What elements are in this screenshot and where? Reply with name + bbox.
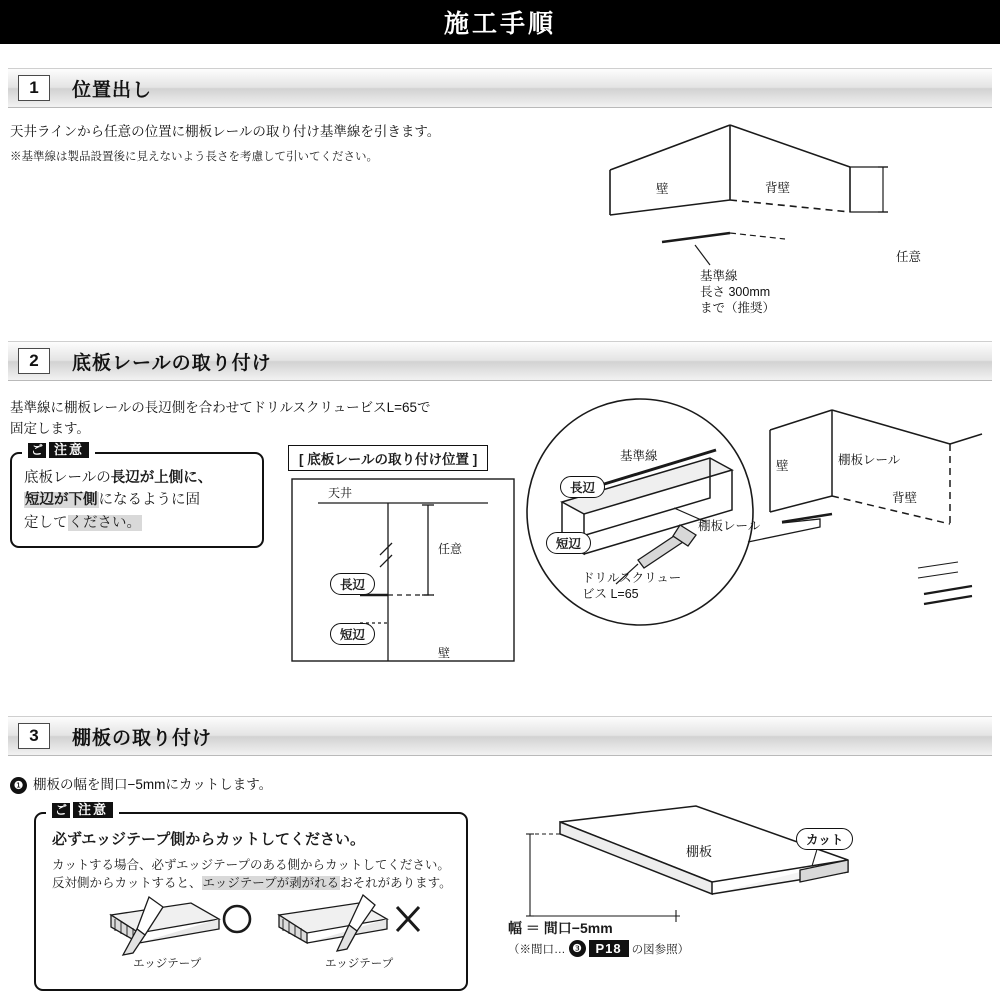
label-shelf-rail-right: 棚板レール <box>838 453 901 467</box>
label-wall-detail: 壁 <box>776 459 789 473</box>
caution2-line3a: 定して <box>24 514 68 531</box>
label-any-2: 任意 <box>438 542 463 556</box>
label-back-wall-detail: 背壁 <box>892 491 918 505</box>
step3-diagram <box>500 790 900 975</box>
label-ref-pre: （※間口… <box>508 943 566 956</box>
step-number-2: 2 <box>18 348 50 374</box>
page-title: 施工手順 <box>443 10 556 38</box>
step2-body-line2: 固定します。 <box>10 420 90 436</box>
step1-diagram <box>600 105 990 335</box>
step3-caution-headline: 必ずエッジテープ側からカットしてください。 <box>52 831 366 848</box>
label-cut: カット <box>796 828 853 850</box>
step1-body: 天井ラインから任意の位置に棚板レールの取り付け基準線を引きます。 <box>10 124 441 139</box>
step3-caution-line2b: エッジテープが剥がれる <box>202 876 340 890</box>
label-any: 任意 <box>896 250 922 264</box>
label-ref-page[interactable]: P18 <box>589 940 629 957</box>
document-title-bar <box>0 0 1000 44</box>
step3-caution-box <box>34 802 468 991</box>
caution-tag-word-3: 注意 <box>73 802 113 818</box>
cut-direction-illustrations <box>41 893 461 971</box>
step-title-1: 位置出し <box>72 79 153 101</box>
label-long-side-detail: 長辺 <box>560 476 605 498</box>
label-edge-tape-ng: エッジテープ <box>325 958 394 970</box>
label-shelf-board: 棚板 <box>686 844 713 859</box>
step1-note: ※基準線は製品設置後に見えないよう長さを考慮して引いてください。 <box>10 150 378 163</box>
caution-tag-go-3: ご <box>52 803 70 818</box>
label-short-side-panel: 短辺 <box>330 623 375 645</box>
step3-caution-line2c: おそれがあります。 <box>340 876 452 890</box>
label-ceiling: 天井 <box>328 486 353 500</box>
step-header-2 <box>8 341 992 381</box>
label-ref-post: の図参照） <box>631 943 690 956</box>
caution2-line2b: になるように固 <box>98 492 200 509</box>
step3-item-number: ❶ <box>10 777 27 794</box>
caution-tag-go-2: ご <box>28 443 46 458</box>
step3-item-text: 棚板の幅を間口−5mmにカットします。 <box>33 777 273 792</box>
caution2-line1b: 長辺が上側に、 <box>110 470 213 486</box>
label-wall-2: 壁 <box>438 646 451 660</box>
label-width-equation: 幅 ＝ 間口−5mm <box>508 920 613 936</box>
step-header-1 <box>8 68 992 108</box>
caution-tag-word-2: 注意 <box>49 442 89 458</box>
step-title-3: 棚板の取り付け <box>72 727 213 749</box>
label-ref-circ: ❸ <box>569 940 586 957</box>
caution2-line1a: 底板レールの <box>24 470 111 486</box>
step2-detail-diagram <box>520 392 990 677</box>
label-shelf-rail-detail: 棚板レール <box>698 519 761 533</box>
caution-tag-3 <box>46 802 119 818</box>
label-back-wall: 背壁 <box>765 181 791 195</box>
caution2-line3b: ください。 <box>68 514 141 531</box>
label-long-side-panel: 長辺 <box>330 573 375 595</box>
step-number-3: 3 <box>18 723 50 749</box>
step-number-1: 1 <box>18 75 50 101</box>
label-wall: 壁 <box>656 182 669 196</box>
step3-caution-line2a: 反対側からカットすると、 <box>52 876 202 890</box>
label-short-side-detail: 短辺 <box>546 532 591 554</box>
step2-body-line1: 基準線に棚板レールの長辺側を合わせてドリルスクリュービスL=65で <box>10 400 431 415</box>
label-baseline-length: 長さ 300mm <box>700 285 771 299</box>
step-title-2: 底板レールの取り付け <box>72 352 272 374</box>
step2-position-panel <box>288 445 518 665</box>
caution2-line2a: 短辺が下側 <box>25 492 98 509</box>
step-header-3 <box>8 716 992 756</box>
step2-caution-box <box>10 442 264 548</box>
label-edge-tape-ok: エッジテープ <box>133 958 202 970</box>
step3-caution-line1: カットする場合、必ずエッジテープのある側からカットしてください。 <box>52 858 450 872</box>
label-baseline-detail: 基準線 <box>620 449 658 463</box>
label-baseline-length-note: まで（推奨） <box>700 301 776 315</box>
label-screw-2: ビス L=65 <box>582 587 639 601</box>
label-baseline: 基準線 <box>700 269 738 283</box>
caution-tag-2 <box>22 442 95 458</box>
label-screw-1: ドリルスクリュー <box>582 571 682 585</box>
position-panel-heading: [ 底板レールの取り付け位置 ] <box>288 445 488 471</box>
